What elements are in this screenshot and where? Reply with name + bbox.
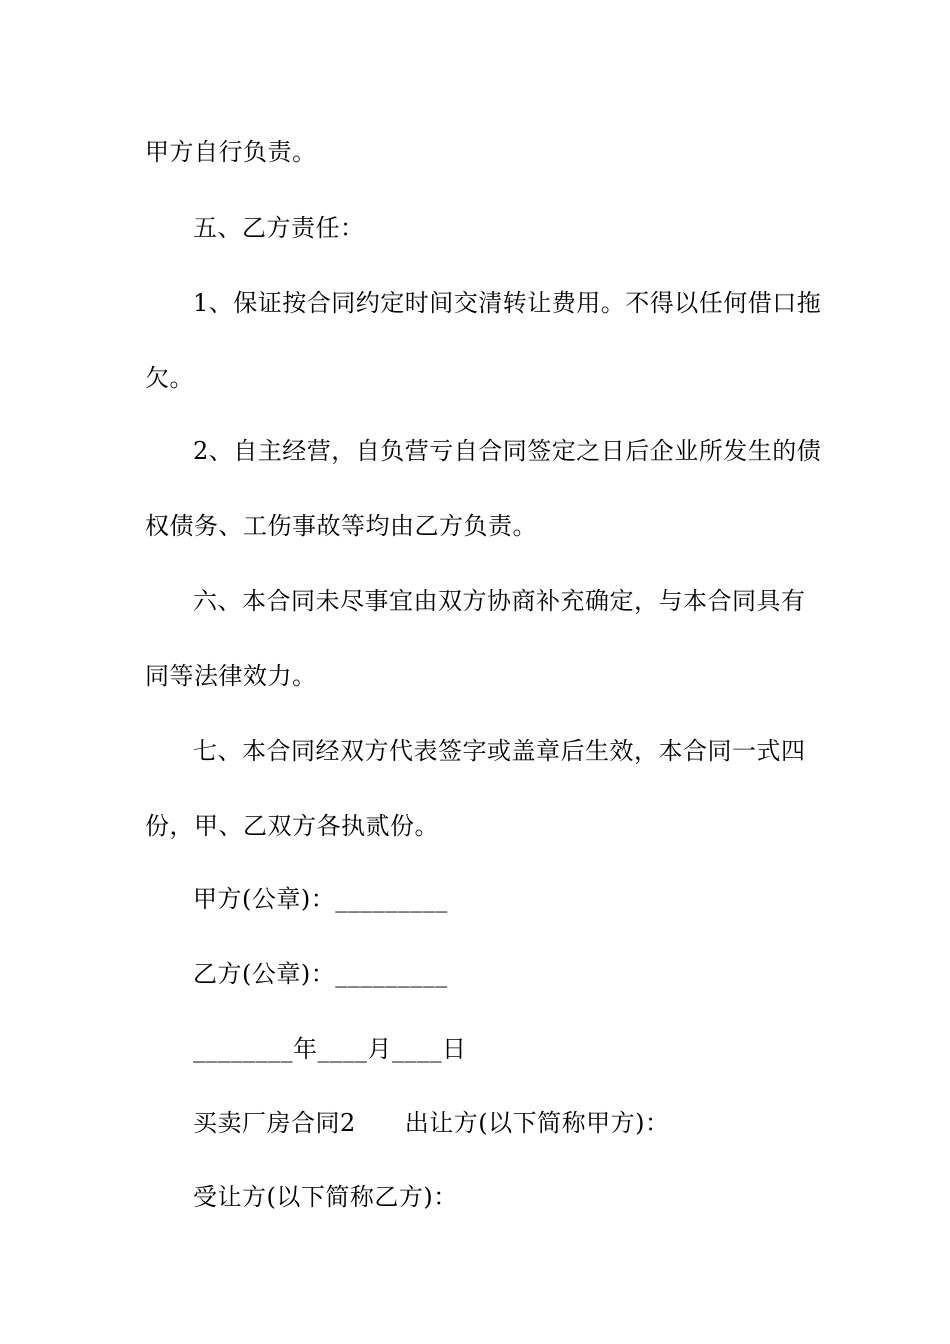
paragraph-line: 1、保证按合同约定时间交清转让费用。不得以任何借口拖	[193, 289, 822, 317]
paragraph-line: 2、自主经营，自负营亏自合同签定之日后企业所发生的债	[193, 437, 822, 465]
paragraph-line: 份，甲、乙双方各执贰份。	[145, 812, 439, 840]
section-heading-5: 五、乙方责任：	[193, 214, 365, 242]
party-b-seal-line: 乙方(公章)：_________	[193, 960, 448, 988]
party-a-seal-line: 甲方(公章)：_________	[193, 885, 448, 913]
paragraph-line: 权债务、工伤事故等均由乙方负责。	[145, 512, 537, 540]
paragraph-line: 甲方自行负责。	[145, 138, 317, 166]
paragraph-line: 同等法律效力。	[145, 662, 317, 690]
paragraph-line: 欠。	[145, 364, 194, 392]
section-heading-6: 六、本合同未尽事宜由双方协商补充确定，与本合同具有	[193, 587, 806, 615]
section-heading-7: 七、本合同经双方代表签字或盖章后生效，本合同一式四	[193, 737, 806, 765]
transferee-line: 受让方(以下简称乙方)：	[193, 1183, 458, 1211]
contract-2-heading: 买卖厂房合同2 出让方(以下简称甲方)：	[193, 1109, 670, 1137]
date-line: ________年____月____日	[193, 1035, 467, 1063]
